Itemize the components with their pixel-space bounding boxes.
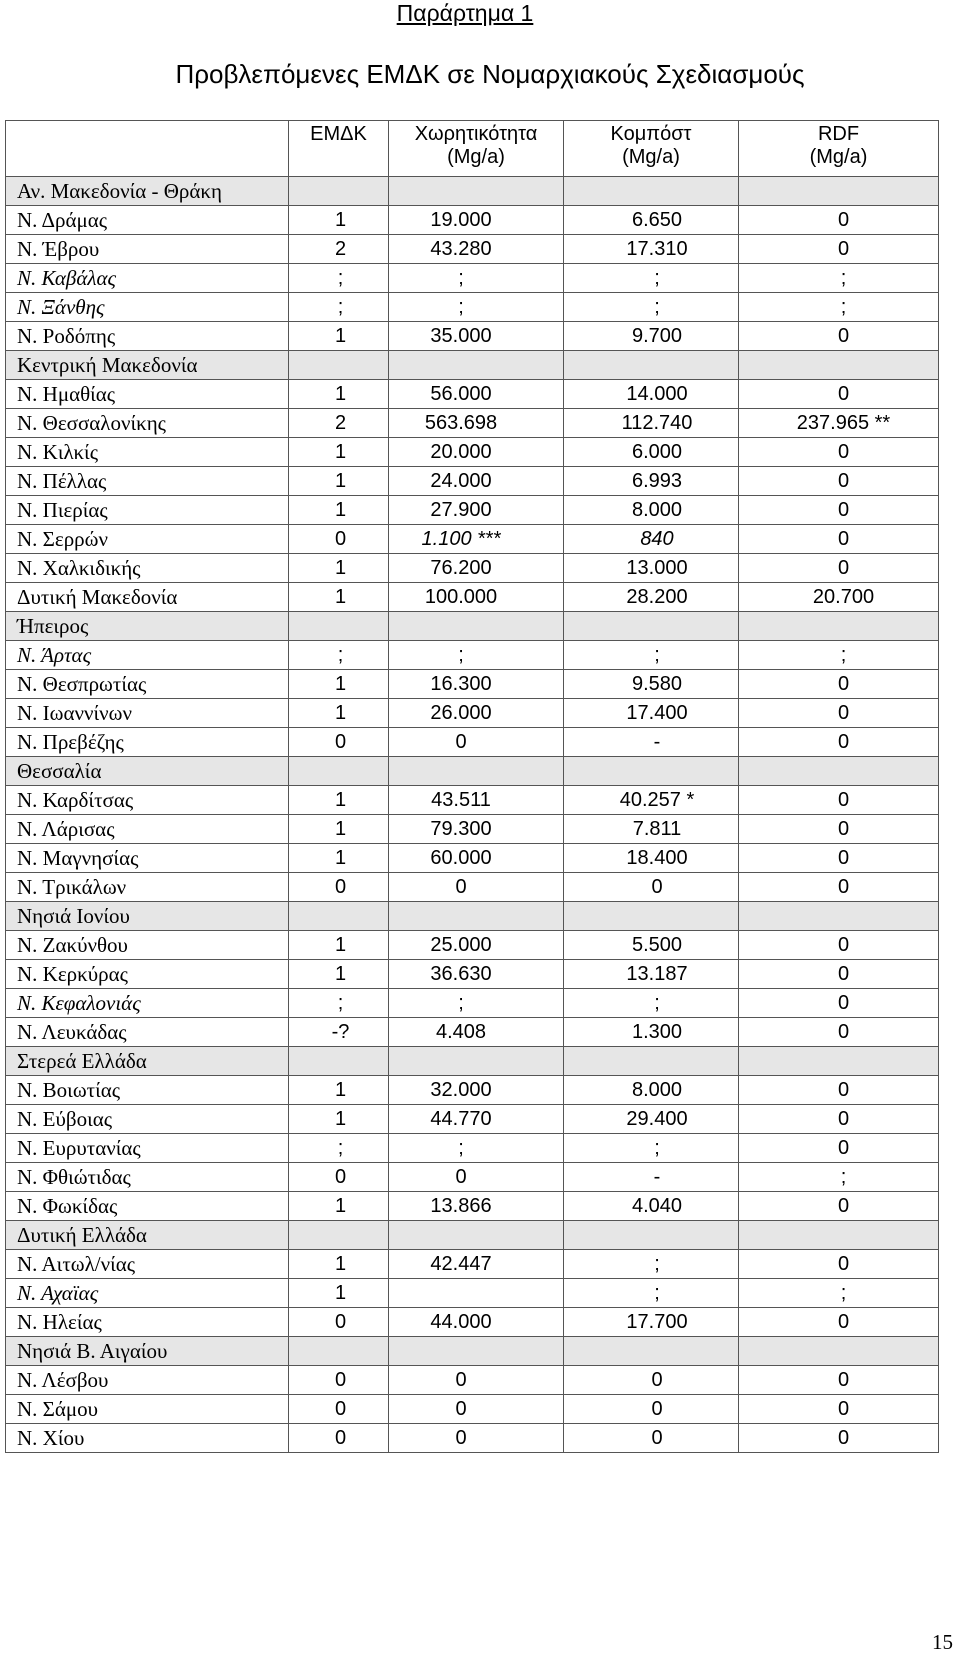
compost-cell: 17.400 — [564, 699, 739, 728]
compost-cell: - — [564, 1163, 739, 1192]
capacity-cell: ; — [389, 641, 564, 670]
table-row — [6, 989, 939, 1018]
rdf-cell: 0 — [739, 815, 939, 844]
emdk-cell: 1 — [289, 815, 389, 844]
capacity-cell: 36.630 — [389, 960, 564, 989]
rdf-cell: ; — [739, 641, 939, 670]
emdk-cell: 0 — [289, 1395, 389, 1424]
emdk-cell: 0 — [289, 525, 389, 554]
table-row — [6, 525, 939, 554]
table-row — [6, 670, 939, 699]
compost-cell: ; — [564, 1279, 739, 1308]
emdk-cell: 0 — [289, 1424, 389, 1453]
capacity-cell: 13.866 — [389, 1192, 564, 1221]
table-row — [6, 1018, 939, 1047]
table-row — [6, 931, 939, 960]
region-row — [6, 1221, 939, 1250]
empty-cell — [739, 757, 939, 786]
capacity-cell: 25.000 — [389, 931, 564, 960]
compost-cell: 13.000 — [564, 554, 739, 583]
compost-cell: 18.400 — [564, 844, 739, 873]
row-label: Ν. Καβάλας — [6, 264, 289, 293]
table-row — [6, 699, 939, 728]
empty-cell — [289, 1337, 389, 1366]
rdf-cell: 0 — [739, 960, 939, 989]
table-row — [6, 409, 939, 438]
row-label: Ν. Σερρών — [6, 525, 289, 554]
capacity-cell: 26.000 — [389, 699, 564, 728]
annex-title: Παράρτημα 1 — [396, 0, 534, 26]
row-label: Κεντρική Μακεδονία — [6, 351, 289, 380]
compost-cell: ; — [564, 264, 739, 293]
row-label: Ν. Ξάνθης — [6, 293, 289, 322]
compost-cell: 14.000 — [564, 380, 739, 409]
empty-cell — [739, 612, 939, 641]
empty-cell — [564, 1337, 739, 1366]
emdk-cell: ; — [289, 989, 389, 1018]
rdf-cell: 0 — [739, 1076, 939, 1105]
emdk-cell: 1 — [289, 206, 389, 235]
row-label: Ν. Σάμου — [6, 1395, 289, 1424]
row-label: Ν. Πιερίας — [6, 496, 289, 525]
table-row — [6, 1366, 939, 1395]
table-row — [6, 438, 939, 467]
table-header-row — [6, 121, 939, 177]
row-label: Ν. Θεσσαλονίκης — [6, 409, 289, 438]
compost-cell: 4.040 — [564, 1192, 739, 1221]
table-row — [6, 728, 939, 757]
compost-cell: 17.310 — [564, 235, 739, 264]
table-row — [6, 844, 939, 873]
capacity-cell: ; — [389, 264, 564, 293]
row-label: Ν. Μαγνησίας — [6, 844, 289, 873]
table-row — [6, 960, 939, 989]
rdf-cell: 0 — [739, 467, 939, 496]
row-label: Ν. Αχαϊας — [6, 1279, 289, 1308]
emdk-cell: 0 — [289, 1366, 389, 1395]
empty-cell — [289, 902, 389, 931]
capacity-cell: 42.447 — [389, 1250, 564, 1279]
compost-cell: 28.200 — [564, 583, 739, 612]
header-cell-capacity: Χωρητικότητα (Mg/a) — [389, 121, 564, 177]
emdk-cell: 1 — [289, 931, 389, 960]
emdk-cell: 1 — [289, 699, 389, 728]
rdf-cell: 0 — [739, 1192, 939, 1221]
compost-cell: 112.740 — [564, 409, 739, 438]
compost-cell: 13.187 — [564, 960, 739, 989]
capacity-cell: 32.000 — [389, 1076, 564, 1105]
row-label: Ν. Χαλκιδικής — [6, 554, 289, 583]
capacity-cell: 4.408 — [389, 1018, 564, 1047]
capacity-cell: 43.280 — [389, 235, 564, 264]
emdk-cell: ; — [289, 641, 389, 670]
table-row — [6, 1105, 939, 1134]
rdf-cell: 0 — [739, 1250, 939, 1279]
header-cell-rdf: RDF (Mg/a) — [739, 121, 939, 177]
row-label: Ν. Καρδίτσας — [6, 786, 289, 815]
rdf-cell: 0 — [739, 728, 939, 757]
table-row — [6, 235, 939, 264]
emdk-cell: 0 — [289, 1163, 389, 1192]
row-label: Ν. Έβρου — [6, 235, 289, 264]
row-label: Ν. Πρεβέζης — [6, 728, 289, 757]
capacity-cell: 44.000 — [389, 1308, 564, 1337]
table-row — [6, 322, 939, 351]
table-row — [6, 873, 939, 902]
compost-cell: 6.993 — [564, 467, 739, 496]
table-row — [6, 496, 939, 525]
rdf-cell: 0 — [739, 786, 939, 815]
rdf-cell: 0 — [739, 670, 939, 699]
empty-cell — [289, 177, 389, 206]
region-row — [6, 757, 939, 786]
compost-cell: 29.400 — [564, 1105, 739, 1134]
header-cell-emdk: ΕΜΔΚ — [289, 121, 389, 177]
empty-cell — [389, 757, 564, 786]
table-row — [6, 1424, 939, 1453]
rdf-cell: 0 — [739, 844, 939, 873]
rdf-cell: 0 — [739, 322, 939, 351]
row-label: Ν. Θεσπρωτίας — [6, 670, 289, 699]
empty-cell — [739, 1221, 939, 1250]
table-row — [6, 264, 939, 293]
empty-cell — [739, 902, 939, 931]
empty-cell — [739, 1047, 939, 1076]
row-label: Ν. Κερκύρας — [6, 960, 289, 989]
table-row — [6, 1250, 939, 1279]
table-row — [6, 293, 939, 322]
region-row — [6, 1047, 939, 1076]
page-title: Προβλεπόμενες ΕΜΔΚ σε Νομαρχιακούς Σχεδιασμούς — [175, 59, 805, 89]
table-row — [6, 467, 939, 496]
rdf-cell: 20.700 — [739, 583, 939, 612]
compost-cell: 1.300 — [564, 1018, 739, 1047]
table-row — [6, 1395, 939, 1424]
empty-cell — [389, 1221, 564, 1250]
row-label: Ν. Ζακύνθου — [6, 931, 289, 960]
capacity-cell: 563.698 — [389, 409, 564, 438]
compost-cell: 9.580 — [564, 670, 739, 699]
row-label: Στερεά Ελλάδα — [6, 1047, 289, 1076]
emdk-cell: 1 — [289, 583, 389, 612]
compost-cell: 8.000 — [564, 496, 739, 525]
empty-cell — [564, 1221, 739, 1250]
capacity-cell: 100.000 — [389, 583, 564, 612]
capacity-cell: 1.100 *** — [389, 525, 564, 554]
compost-cell: ; — [564, 641, 739, 670]
compost-cell: 17.700 — [564, 1308, 739, 1337]
capacity-cell: 0 — [389, 1395, 564, 1424]
row-label: Ν. Ευρυτανίας — [6, 1134, 289, 1163]
capacity-cell: ; — [389, 293, 564, 322]
row-label: Νησιά Ιονίου — [6, 902, 289, 931]
emdk-cell: 1 — [289, 554, 389, 583]
rdf-cell: 0 — [739, 1134, 939, 1163]
compost-cell: ; — [564, 1250, 739, 1279]
table-row — [6, 641, 939, 670]
row-label: Ν. Ροδόπης — [6, 322, 289, 351]
emdk-cell: 2 — [289, 409, 389, 438]
row-label: Νησιά Β. Αιγαίου — [6, 1337, 289, 1366]
compost-cell: 6.000 — [564, 438, 739, 467]
empty-cell — [739, 177, 939, 206]
empty-cell — [289, 757, 389, 786]
emdk-cell: 1 — [289, 1250, 389, 1279]
compost-cell: ; — [564, 989, 739, 1018]
emdk-cell: 1 — [289, 1076, 389, 1105]
compost-cell: 40.257 * — [564, 786, 739, 815]
emdk-cell: 1 — [289, 844, 389, 873]
rdf-cell: 0 — [739, 699, 939, 728]
capacity-cell: 0 — [389, 873, 564, 902]
row-label: Ν. Κεφαλονιάς — [6, 989, 289, 1018]
compost-cell: 0 — [564, 873, 739, 902]
compost-cell: - — [564, 728, 739, 757]
table-row — [6, 1308, 939, 1337]
empty-cell — [289, 612, 389, 641]
emdk-cell: 2 — [289, 235, 389, 264]
capacity-cell: 27.900 — [389, 496, 564, 525]
empty-cell — [389, 1047, 564, 1076]
capacity-cell: 76.200 — [389, 554, 564, 583]
emdk-cell: 1 — [289, 1279, 389, 1308]
empty-cell — [289, 1221, 389, 1250]
row-label: Ν. Λέσβου — [6, 1366, 289, 1395]
rdf-cell: 0 — [739, 1424, 939, 1453]
header-cell-compost: Κομπόστ (Mg/a) — [564, 121, 739, 177]
region-row — [6, 902, 939, 931]
compost-cell: 0 — [564, 1395, 739, 1424]
empty-cell — [289, 351, 389, 380]
compost-cell: 0 — [564, 1424, 739, 1453]
compost-cell: 6.650 — [564, 206, 739, 235]
emdk-table — [5, 120, 939, 1453]
row-label: Ν. Πέλλας — [6, 467, 289, 496]
capacity-cell: 56.000 — [389, 380, 564, 409]
capacity-cell: 35.000 — [389, 322, 564, 351]
rdf-cell: 0 — [739, 438, 939, 467]
row-label: Ν. Ιωαννίνων — [6, 699, 289, 728]
emdk-cell: ; — [289, 264, 389, 293]
capacity-cell: ; — [389, 989, 564, 1018]
emdk-cell: ; — [289, 1134, 389, 1163]
rdf-cell: 0 — [739, 1395, 939, 1424]
empty-cell — [564, 612, 739, 641]
rdf-cell: ; — [739, 1279, 939, 1308]
capacity-cell — [389, 1279, 564, 1308]
rdf-cell: 0 — [739, 525, 939, 554]
emdk-cell: 0 — [289, 1308, 389, 1337]
rdf-cell: 0 — [739, 1105, 939, 1134]
rdf-cell: ; — [739, 264, 939, 293]
table-row — [6, 1134, 939, 1163]
capacity-cell: 60.000 — [389, 844, 564, 873]
capacity-cell: 0 — [389, 1366, 564, 1395]
rdf-cell: 0 — [739, 1018, 939, 1047]
empty-cell — [564, 177, 739, 206]
row-label: Ν. Κιλκίς — [6, 438, 289, 467]
emdk-cell: 0 — [289, 873, 389, 902]
region-row — [6, 1337, 939, 1366]
capacity-cell: 20.000 — [389, 438, 564, 467]
emdk-cell: 0 — [289, 728, 389, 757]
empty-cell — [739, 1337, 939, 1366]
table-row — [6, 583, 939, 612]
rdf-cell: 0 — [739, 1308, 939, 1337]
row-label: Ν. Λευκάδας — [6, 1018, 289, 1047]
emdk-cell: 1 — [289, 1192, 389, 1221]
row-label: Ν. Χίου — [6, 1424, 289, 1453]
table-row — [6, 1279, 939, 1308]
row-label: Θεσσαλία — [6, 757, 289, 786]
row-label: Ν. Δράμας — [6, 206, 289, 235]
empty-cell — [564, 351, 739, 380]
table-row — [6, 786, 939, 815]
empty-cell — [564, 902, 739, 931]
capacity-cell: 24.000 — [389, 467, 564, 496]
rdf-cell: 237.965 ** — [739, 409, 939, 438]
row-label: Δυτική Ελλάδα — [6, 1221, 289, 1250]
table-row — [6, 815, 939, 844]
row-label: Ν. Εύβοιας — [6, 1105, 289, 1134]
empty-cell — [564, 757, 739, 786]
rdf-cell: 0 — [739, 380, 939, 409]
capacity-cell: 0 — [389, 1424, 564, 1453]
rdf-cell: 0 — [739, 496, 939, 525]
capacity-cell: 0 — [389, 728, 564, 757]
compost-cell: ; — [564, 293, 739, 322]
compost-cell: 840 — [564, 525, 739, 554]
row-label: Ν. Τρικάλων — [6, 873, 289, 902]
region-row — [6, 351, 939, 380]
region-row — [6, 177, 939, 206]
capacity-cell: 0 — [389, 1163, 564, 1192]
rdf-cell: 0 — [739, 873, 939, 902]
empty-cell — [389, 612, 564, 641]
emdk-cell: 1 — [289, 670, 389, 699]
row-label: Ν. Λάρισας — [6, 815, 289, 844]
empty-cell — [389, 1337, 564, 1366]
emdk-cell: 1 — [289, 380, 389, 409]
capacity-cell: 43.511 — [389, 786, 564, 815]
capacity-cell: 44.770 — [389, 1105, 564, 1134]
capacity-cell: 19.000 — [389, 206, 564, 235]
capacity-cell: 16.300 — [389, 670, 564, 699]
row-label: Ν. Φωκίδας — [6, 1192, 289, 1221]
compost-cell: 9.700 — [564, 322, 739, 351]
row-label: Δυτική Μακεδονία — [6, 583, 289, 612]
table-row — [6, 1192, 939, 1221]
table-row — [6, 380, 939, 409]
row-label: Ν. Αιτωλ/νίας — [6, 1250, 289, 1279]
rdf-cell: ; — [739, 293, 939, 322]
empty-cell — [739, 351, 939, 380]
capacity-cell: ; — [389, 1134, 564, 1163]
capacity-cell: 79.300 — [389, 815, 564, 844]
header-cell-name — [6, 121, 289, 177]
rdf-cell: 0 — [739, 554, 939, 583]
emdk-cell: 1 — [289, 1105, 389, 1134]
empty-cell — [564, 1047, 739, 1076]
empty-cell — [389, 351, 564, 380]
row-label: Ήπειρος — [6, 612, 289, 641]
row-label: Ν. Βοιωτίας — [6, 1076, 289, 1105]
compost-cell: 5.500 — [564, 931, 739, 960]
table-row — [6, 1163, 939, 1192]
rdf-cell: 0 — [739, 206, 939, 235]
compost-cell: ; — [564, 1134, 739, 1163]
row-label: Ν. Ημαθίας — [6, 380, 289, 409]
row-label: Ν. Φθιώτιδας — [6, 1163, 289, 1192]
rdf-cell: 0 — [739, 931, 939, 960]
region-row — [6, 612, 939, 641]
empty-cell — [289, 1047, 389, 1076]
emdk-cell: 1 — [289, 438, 389, 467]
rdf-cell: ; — [739, 1163, 939, 1192]
table-body — [6, 121, 939, 1453]
row-label: Αν. Μακεδονία - Θράκη — [6, 177, 289, 206]
compost-cell: 7.811 — [564, 815, 739, 844]
page-number: 15 — [932, 1630, 953, 1654]
compost-cell: 8.000 — [564, 1076, 739, 1105]
rdf-cell: 0 — [739, 1366, 939, 1395]
empty-cell — [389, 902, 564, 931]
rdf-cell: 0 — [739, 989, 939, 1018]
rdf-cell: 0 — [739, 235, 939, 264]
emdk-cell: 1 — [289, 467, 389, 496]
emdk-cell: 1 — [289, 496, 389, 525]
emdk-cell: -? — [289, 1018, 389, 1047]
emdk-cell: ; — [289, 293, 389, 322]
empty-cell — [389, 177, 564, 206]
table-row — [6, 206, 939, 235]
table-row — [6, 1076, 939, 1105]
emdk-cell: 1 — [289, 322, 389, 351]
table-row — [6, 554, 939, 583]
emdk-cell: 1 — [289, 960, 389, 989]
emdk-cell: 1 — [289, 786, 389, 815]
row-label: Ν. Άρτας — [6, 641, 289, 670]
compost-cell: 0 — [564, 1366, 739, 1395]
row-label: Ν. Ηλείας — [6, 1308, 289, 1337]
